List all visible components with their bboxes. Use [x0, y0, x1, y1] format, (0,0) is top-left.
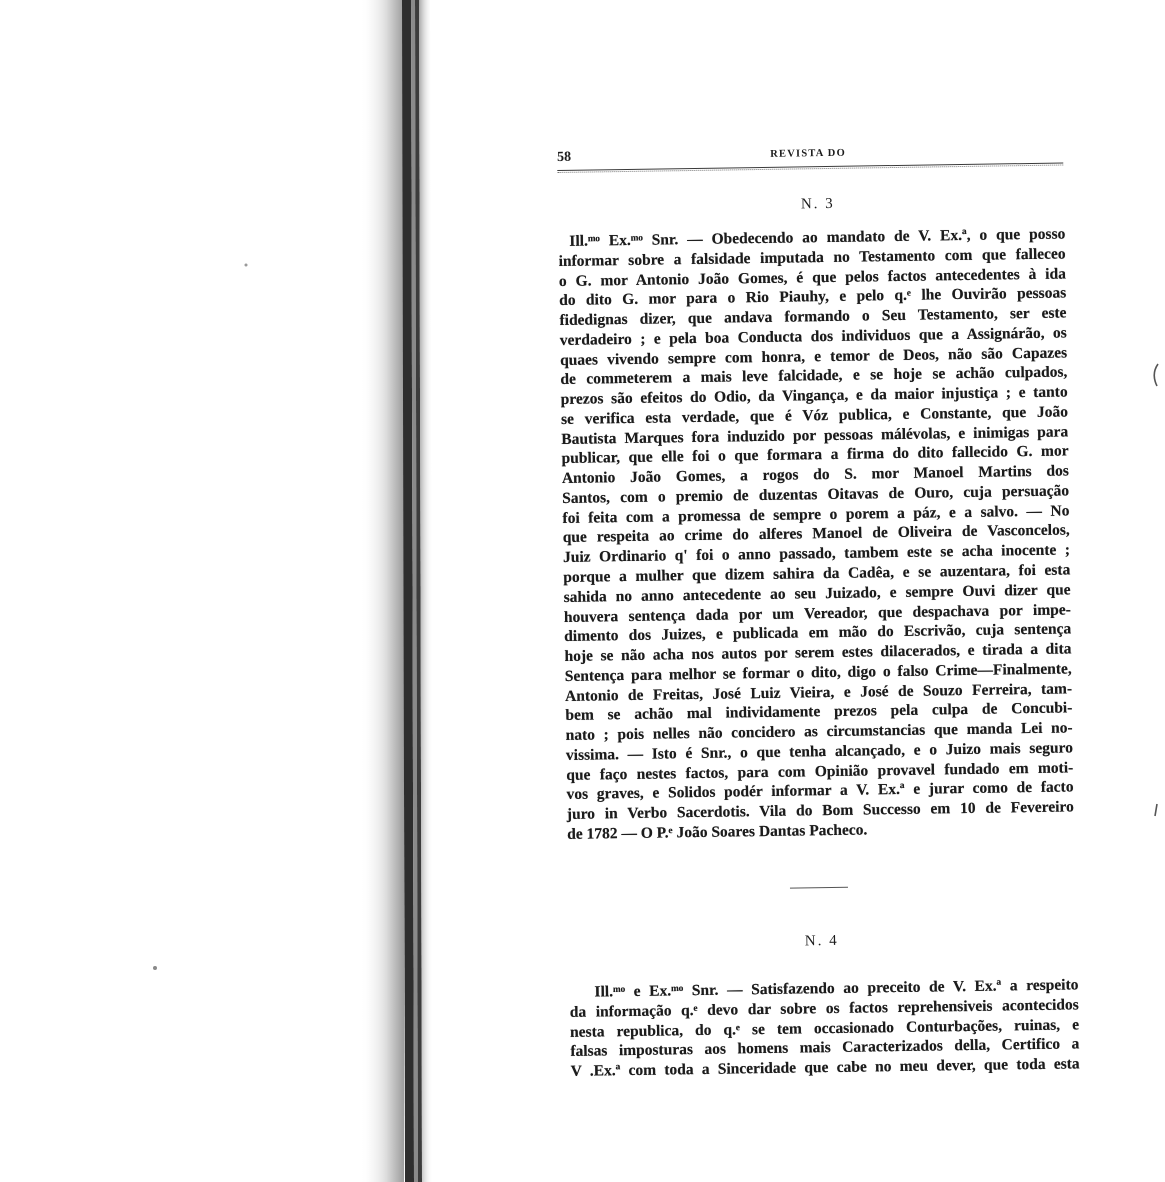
- speck: [153, 966, 157, 970]
- text-line: o G. mor Antonio João Gomes, é que pelos factos antecedentes à ida: [558, 264, 1067, 290]
- text-line: vos graves, e Solidos podér informar a V. Ex.ª e jurar como de facto: [566, 778, 1074, 804]
- text-line: nesta republica, do q.ᵉ se tem occasionado Conturbações, ruinas, e: [569, 1015, 1080, 1041]
- text-line: que respeita ao crime do alferes Manoel de Oliveira de Vasconcelos,: [562, 521, 1070, 547]
- text-line: dimento dos Juizes, e publicada em mão do Escrivão, cuja sentença: [564, 620, 1072, 646]
- section-body: [558, 224, 1074, 844]
- text-line: informar sobre a falsidade imputada no Testamento com que falleceo: [558, 245, 1066, 270]
- text-line: prezos são efeitos do Odio, da Vingança, e da maior injustiça ; e tanto: [560, 383, 1068, 409]
- text-line: Bautista Marques fora induzido por pessoas málévolas, e inimigas para: [561, 423, 1069, 448]
- edge-mark: [1154, 364, 1158, 386]
- speck: [245, 264, 248, 267]
- text-line: do dito G. mor para o Rio Piauhy, e pelo q.ᵉ lhe Ouvirão pessoas: [559, 284, 1067, 310]
- text-line: foi feita com a promessa de sempre o porem a páz, e a salvo. — No: [562, 502, 1070, 527]
- section-heading: N. 3: [800, 195, 835, 213]
- text-line: V .Ex.ª com toda a Sinceridade que cabe no meu dever, que toda esta: [570, 1055, 1080, 1080]
- text-line: juro in Verbo Sacerdotis. Vila do Bom Successo em 10 de Fevereiro: [566, 798, 1074, 824]
- text-line: fidedignas dizer, que andava formando o Seu Testamento, ser este: [559, 304, 1067, 330]
- text-line: Ill.ᵐᵒ Ex.ᵐᵒ Snr. — Obedecendo ao mandato de V. Ex.ª, o que posso: [569, 225, 1066, 250]
- text-line: bem se achão mal individamente prezos pela culpa de Concubi-: [565, 699, 1073, 725]
- text-line: hoje se não acha nos autos por serem estes dilacerados, e tirada a dita: [564, 640, 1072, 666]
- text-line: quaes vivendo sempre com honra, e temor de Deos, não são Capazes: [559, 344, 1068, 369]
- section-separator: [790, 887, 848, 889]
- text-line: de 1782 — O P.ᵉ João Soares Dantas Pacheco.: [567, 821, 868, 843]
- text-line: de commeterem a mais leve falcidade, e se hoje se achão culpados,: [560, 363, 1068, 389]
- text-line: falsas imposturas aos homens mais Caracterizados della, Certifico a: [570, 1035, 1080, 1061]
- text-line: que faço nestes factos, para com Opinião provavel fundado em moti-: [566, 759, 1074, 784]
- text-line: vissima. — Isto é Snr., o que tenha alcançado, e o Juizo mais seguro: [565, 739, 1074, 764]
- text-line: sahida no anno antecedente ao seu Juizado, e sempre Ouvi dizer que: [563, 581, 1071, 606]
- section-body: [569, 975, 1079, 1081]
- edge-mark: [1155, 804, 1157, 816]
- running-head: [557, 142, 1064, 166]
- text-line: se verifica esta verdade, que é Vóz publica, e Constante, que João: [560, 403, 1069, 428]
- text-line: publicar, que elle foi o que formara a firma do dito fallecido G. mor: [561, 442, 1069, 468]
- text-line: verdadeiro ; e pela boa Conducta dos individuos que a Assignárão, os: [559, 324, 1067, 349]
- text-line: Ill.ᵐᵒ e Ex.ᵐᵒ Snr. — Satisfazendo ao preceito de V. Ex.ª a respeito: [594, 976, 1079, 1001]
- text-line: porque a mulher que dizem sahira da Cadêa, e se auzentara, foi esta: [563, 561, 1071, 586]
- text-line: Sentença para melhor se formar o dito, digo o falso Crime—Finalmente,: [564, 660, 1072, 685]
- running-title: REVISTA DO: [770, 147, 847, 160]
- text-line: da informação q.ᵉ devo dar sobre os factos reprehensiveis acontecidos: [569, 996, 1079, 1021]
- text-line: Antonio de Freitas, José Luiz Vieira, e José de Souzo Ferreira, tam-: [564, 680, 1073, 705]
- section-heading: N. 4: [804, 932, 839, 950]
- page-number: 58: [557, 149, 572, 165]
- text-line: Antonio João Gomes, a rogos do S. mor Manoel Martins dos: [561, 462, 1069, 488]
- printed-page: [557, 142, 1078, 1109]
- text-line: Santos, com o premio de duzentas Oitavas de Ouro, cuja persuação: [562, 482, 1070, 507]
- text-line: nato ; pois nelles não concidero as circumstancias que manda Lei no-: [565, 719, 1073, 745]
- text-line: Juiz Ordinario q' foi o anno passado, tambem este se acha inocente ;: [562, 541, 1071, 567]
- text-line: houvera sentença dada por um Vereador, que despachava por impe-: [563, 600, 1071, 626]
